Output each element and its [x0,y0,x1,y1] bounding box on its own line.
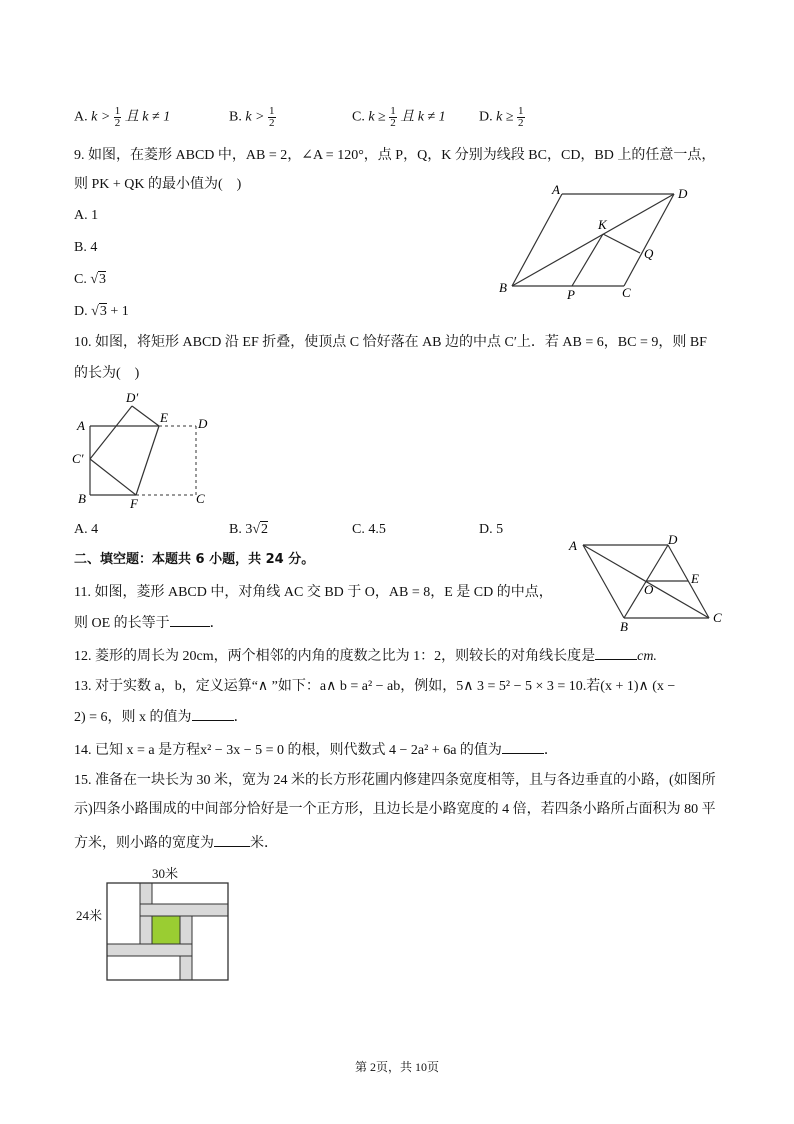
label-a: A [77,418,85,433]
diagonal-bd [512,194,674,286]
answer-blank[interactable] [502,739,544,754]
label-a: A [552,182,560,197]
fraction: $\frac{1}{2}$ [518,105,524,129]
q9-option-d: D. √3 + 1 [74,304,129,319]
page-footer: 第 2页，共 10页 [354,1060,439,1074]
q13-stem-line2: 2) = 6，则 x 的值为 ． [74,706,248,728]
label-c: C [622,285,631,300]
label-p: P [567,287,575,302]
side-ab [583,545,624,618]
q10-option-d: D. 5 [479,522,504,537]
q13-stem-line1: 13. 对于实数 a，b，定义运算“∧ ”如下：a∧ b = a² − ab，例如，5∧ 3 = 5² − 5 × 3 = 10.若(x + 1)∧ (x − [74,679,676,694]
answer-blank[interactable] [214,832,250,847]
fraction: $\frac{1}{2}$ [114,105,121,129]
q15-garden-figure [104,880,234,984]
section-heading-fill-in: 二、填空题：本题共 6 小题，共 24 分。 [74,552,315,567]
q10-option-a: A. 4 [74,522,99,537]
q9-option-c: C. √3 [74,272,107,287]
label-c: C [196,491,205,506]
label-24m: 24米 [76,908,103,923]
label-d: D [678,186,688,201]
q9-option-b: B. 4 [74,240,98,255]
q10-stem-line2: 的长为( ) [74,366,140,381]
label-b: B [620,619,628,634]
q10-fold-figure [70,386,220,514]
fold-ef [136,426,159,495]
segment-c1d1 [90,406,132,459]
q11-rhombus-figure [560,528,735,634]
label-k: K [598,217,607,232]
q15-stem-line1: 15. 准备在一块长为 30 米，宽为 24 米的长方形花圃内修建四条宽度相等，且与各边垂直的小路，(如图所 [74,773,716,788]
q9-stem-line1: 9. 如图，在菱形 ABCD 中，AB = 2，∠A = 120°，点 P，Q，K 分别为线段 BC，CD，BD 上的任意一点， [74,148,716,163]
label-c1: C′ [72,451,84,466]
label-30m: 30米 [152,866,179,881]
q14-stem: 14. 已知 x = a 是方程x² − 3x − 5 = 0 的根，则代数式 4 − 2a² + 6a 的值为 ． [74,739,558,761]
q11-stem-line2: 则 OE 的长等于 ． [74,612,224,634]
q8-option-c: C. k ≥ $\frac{1}{2}$ 且 k ≠ 1 [352,105,446,129]
label-d: D [198,416,208,431]
fraction: $\frac{1}{2}$ [269,105,275,129]
label-c: C [713,610,722,625]
path-horizontal-top [140,904,228,916]
answer-blank[interactable] [170,612,210,627]
segment-qk [603,234,640,253]
label-b: B [78,491,86,506]
q9-stem-line2: 则 PK + QK 的最小值为( ) [74,177,242,192]
label-f: F [130,496,138,511]
label-d1: D′ [126,390,139,405]
label-q: Q [644,246,654,261]
q10-option-c: C. 4.5 [352,522,386,537]
q8-option-d: D. k ≥ $\frac{1}{2}$ [479,105,524,129]
answer-blank[interactable] [595,645,637,660]
label-d: D [668,532,678,547]
q10-stem-line1: 10. 如图，将矩形 ABCD 沿 EF 折叠，使顶点 C 恰好落在 AB 边的中点 C′上．若 AB = 6，BC = 9，则 BF [74,335,707,350]
label-o: O [644,582,654,597]
q8-option-a: A. k > $\frac{1}{2}$ 且 k ≠ 1 [74,105,171,129]
q12-stem: 12. 菱形的周长为 20cm，两个相邻的内角的度数之比为 1：2，则较长的对角线长度是 cm. [74,645,657,667]
answer-blank[interactable] [192,706,234,721]
q9-rhombus-figure [490,180,700,305]
segment-d1e [132,406,159,426]
label-e: E [160,410,168,425]
q11-stem-line1: 11. 如图，菱形 ABCD 中，对角线 AC 交 BD 于 O，AB = 8，E 是 CD 的中点， [74,585,553,600]
fraction: $\frac{1}{2}$ [390,105,396,129]
label-a: A [569,538,577,553]
q9-option-a: A. 1 [74,208,99,223]
label-b: B [499,280,507,295]
segment-pk [572,234,603,286]
q8-option-b: B. k > $\frac{1}{2}$ [229,105,275,129]
segment-c1f [90,459,136,495]
q10-option-b: B. 3√2 [229,522,269,537]
path-horizontal-bottom [107,944,192,956]
q15-stem-line3: 方米，则小路的宽度为 米． [74,832,278,854]
center-square [152,916,180,944]
label-e: E [691,571,699,586]
q15-stem-line2: 示)四条小路围成的中间部分恰好是一个正方形，且边长是小路宽度的 4 倍，若四条小路所占面积为 80 平 [74,802,716,817]
